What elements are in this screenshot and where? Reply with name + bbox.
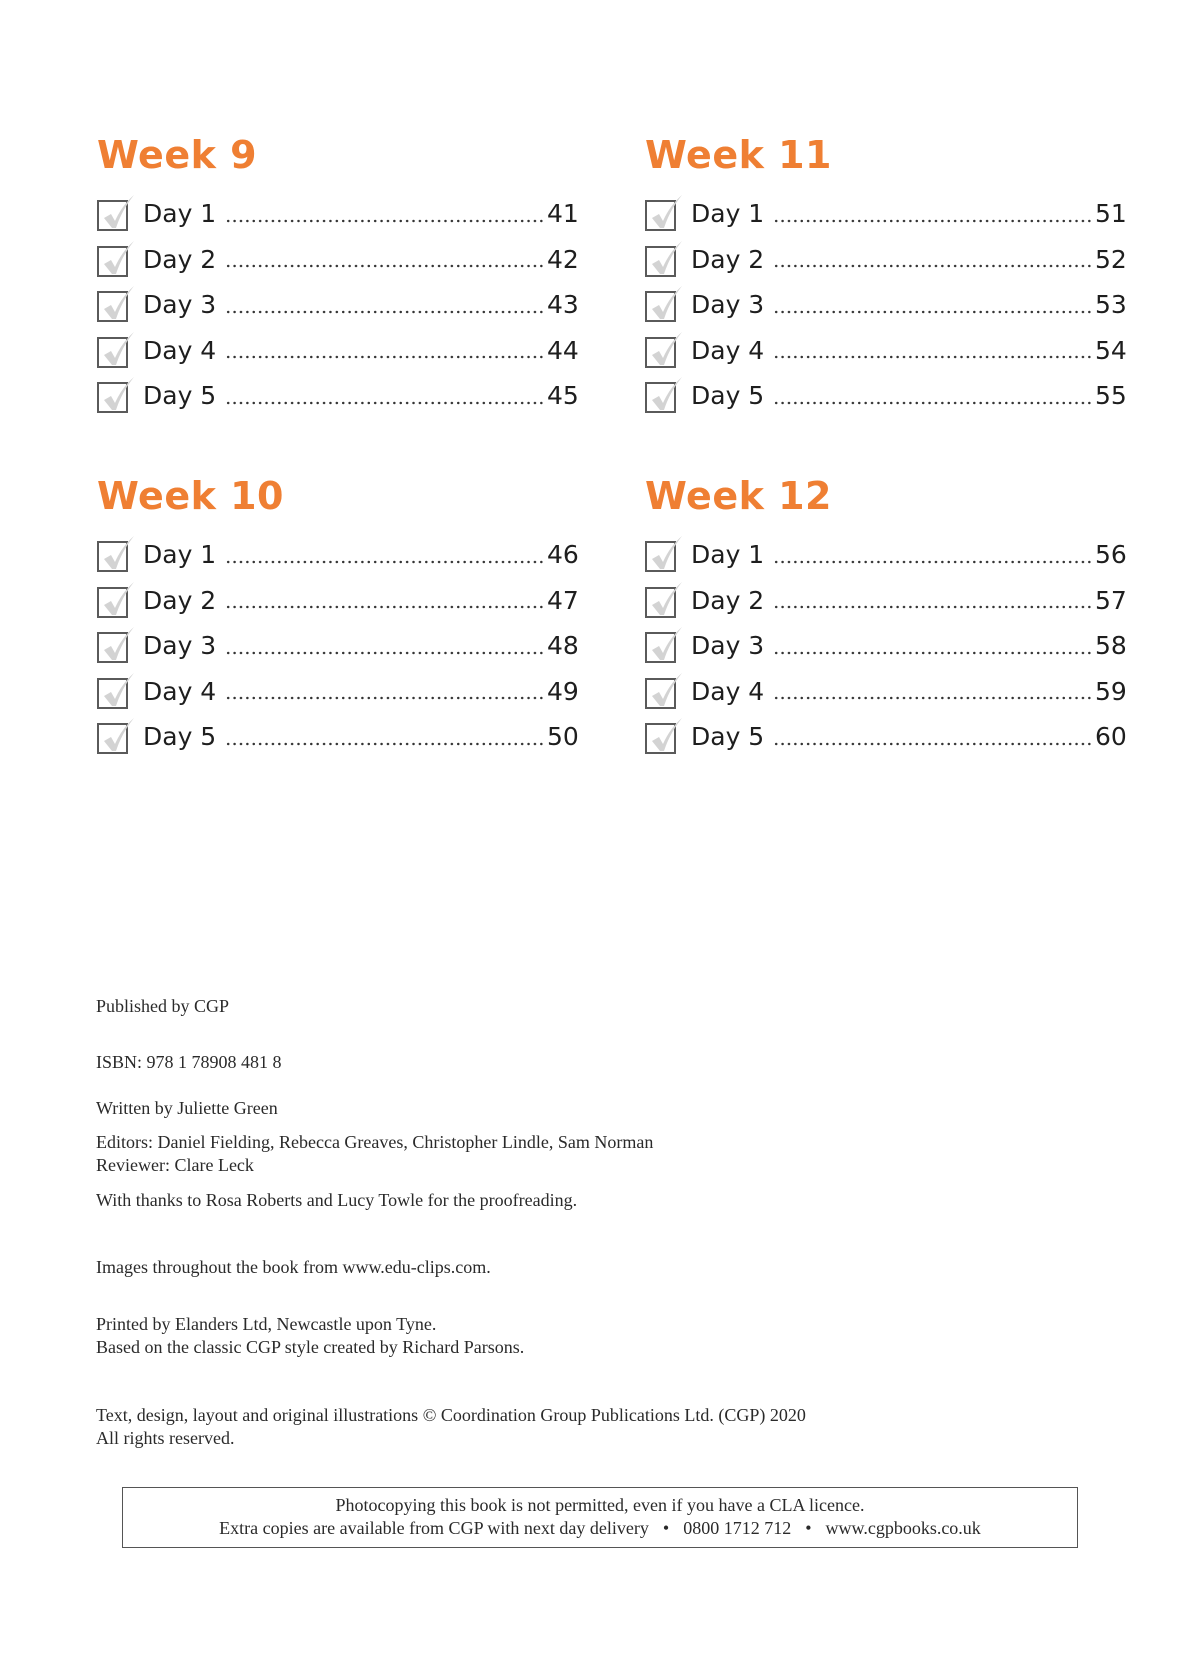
- checkmark-icon: [101, 376, 135, 412]
- checkbox[interactable]: [97, 541, 128, 572]
- checkmark-icon: [649, 626, 683, 662]
- page-number: 41: [547, 199, 579, 229]
- dot-leader: [225, 742, 544, 746]
- dot-leader: [773, 605, 1092, 609]
- week-title: Week 12: [645, 474, 832, 518]
- page-number: 50: [547, 722, 579, 752]
- notice-line-1: Photocopying this book is not permitted, even if you have a CLA licence.: [335, 1495, 865, 1515]
- day-row: [645, 714, 1125, 760]
- image-credits: Images throughout the book from www.edu-clips.com.: [96, 1257, 491, 1277]
- checkbox[interactable]: [97, 246, 128, 277]
- checkbox[interactable]: [97, 723, 128, 754]
- day-label: Day 5: [143, 381, 217, 411]
- editors: Editors: Daniel Fielding, Rebecca Greaves, Christopher Lindle, Sam Norman: [96, 1132, 654, 1152]
- checkmark-icon: [649, 535, 683, 571]
- checkbox[interactable]: [645, 246, 676, 277]
- dot-leader: [773, 401, 1092, 405]
- day-row: [645, 282, 1125, 328]
- day-list: [645, 532, 1125, 760]
- day-row: [97, 328, 577, 374]
- day-list: [97, 532, 577, 760]
- checkbox[interactable]: [645, 723, 676, 754]
- page-number: 54: [1095, 335, 1127, 365]
- day-label: Day 3: [143, 631, 217, 661]
- dot-leader: [773, 264, 1092, 268]
- dot-leader: [225, 605, 544, 609]
- day-label: Day 5: [691, 381, 765, 411]
- reviewer: Reviewer: Clare Leck: [96, 1155, 254, 1175]
- day-row: [645, 373, 1125, 419]
- dot-leader: [773, 219, 1092, 223]
- week-11-section: [645, 133, 1125, 419]
- page-number: 46: [547, 540, 579, 570]
- day-row: [645, 578, 1125, 624]
- day-row: [97, 714, 577, 760]
- checkmark-icon: [649, 717, 683, 753]
- checkmark-icon: [649, 285, 683, 321]
- day-label: Day 1: [691, 540, 765, 570]
- checkbox[interactable]: [97, 337, 128, 368]
- day-list: [645, 191, 1125, 419]
- page-number: 51: [1095, 199, 1127, 229]
- dot-leader: [773, 560, 1092, 564]
- checkmark-icon: [649, 672, 683, 708]
- checkmark-icon: [649, 331, 683, 367]
- day-row: [97, 282, 577, 328]
- checkmark-icon: [101, 331, 135, 367]
- isbn: ISBN: 978 1 78908 481 8: [96, 1052, 282, 1072]
- dot-leader: [225, 355, 544, 359]
- day-label: Day 3: [691, 631, 765, 661]
- day-label: Day 1: [143, 199, 217, 229]
- day-label: Day 1: [691, 199, 765, 229]
- week-title: Week 10: [97, 474, 284, 518]
- checkmark-icon: [101, 626, 135, 662]
- checkmark-icon: [649, 376, 683, 412]
- checkbox[interactable]: [645, 291, 676, 322]
- page-number: 58: [1095, 631, 1127, 661]
- day-row: [97, 237, 577, 283]
- day-label: Day 2: [143, 585, 217, 615]
- page-number: 45: [547, 381, 579, 411]
- day-label: Day 5: [143, 722, 217, 752]
- published-by: Published by CGP: [96, 996, 230, 1016]
- dot-leader: [773, 651, 1092, 655]
- checkbox[interactable]: [97, 200, 128, 231]
- day-list: [97, 191, 577, 419]
- dot-leader: [225, 219, 544, 223]
- day-row: [645, 328, 1125, 374]
- week-title: Week 9: [97, 133, 258, 177]
- day-row: [97, 532, 577, 578]
- printer: Printed by Elanders Ltd, Newcastle upon Tyne.: [96, 1314, 437, 1334]
- day-label: Day 5: [691, 722, 765, 752]
- day-label: Day 4: [143, 335, 217, 365]
- photocopy-notice-box: [122, 1487, 1078, 1548]
- dot-leader: [773, 696, 1092, 700]
- day-label: Day 2: [691, 585, 765, 615]
- checkbox[interactable]: [645, 337, 676, 368]
- day-label: Day 4: [691, 676, 765, 706]
- week-12-section: [645, 474, 1125, 760]
- dot-leader: [225, 310, 544, 314]
- checkmark-icon: [101, 194, 135, 230]
- checkbox[interactable]: [645, 632, 676, 663]
- page-number: 48: [547, 631, 579, 661]
- day-label: Day 2: [691, 244, 765, 274]
- checkmark-icon: [649, 240, 683, 276]
- day-row: [97, 373, 577, 419]
- notice-website[interactable]: www.cgpbooks.co.uk: [825, 1518, 981, 1538]
- checkmark-icon: [649, 581, 683, 617]
- dot-leader: [225, 560, 544, 564]
- author: Written by Juliette Green: [96, 1098, 278, 1118]
- checkbox[interactable]: [97, 632, 128, 663]
- page-number: 47: [547, 585, 579, 615]
- day-row: [645, 237, 1125, 283]
- page-number: 57: [1095, 585, 1127, 615]
- day-label: Day 2: [143, 244, 217, 274]
- day-label: Day 4: [143, 676, 217, 706]
- dot-leader: [225, 264, 544, 268]
- checkmark-icon: [649, 194, 683, 230]
- page-number: 53: [1095, 290, 1127, 320]
- day-row: [645, 532, 1125, 578]
- page-number: 59: [1095, 676, 1127, 706]
- checkbox[interactable]: [97, 291, 128, 322]
- checkbox[interactable]: [97, 382, 128, 413]
- day-row: [645, 669, 1125, 715]
- page-number: 42: [547, 244, 579, 274]
- dot-leader: [225, 651, 544, 655]
- day-row: [97, 669, 577, 715]
- day-label: Day 4: [691, 335, 765, 365]
- page-number: 43: [547, 290, 579, 320]
- checkmark-icon: [101, 672, 135, 708]
- checkbox[interactable]: [645, 587, 676, 618]
- checkbox[interactable]: [645, 541, 676, 572]
- bullet-separator: •: [662, 1518, 670, 1538]
- copyright: Text, design, layout and original illustrations © Coordination Group Publications Ltd. (CGP) 2020: [96, 1405, 806, 1425]
- checkmark-icon: [101, 285, 135, 321]
- checkbox[interactable]: [97, 587, 128, 618]
- day-row: [97, 623, 577, 669]
- page-number: 44: [547, 335, 579, 365]
- page-number: 52: [1095, 244, 1127, 274]
- checkbox[interactable]: [97, 678, 128, 709]
- day-row: [97, 191, 577, 237]
- notice-phone: 0800 1712 712: [683, 1518, 792, 1538]
- dot-leader: [225, 696, 544, 700]
- checkmark-icon: [101, 717, 135, 753]
- checkbox[interactable]: [645, 678, 676, 709]
- day-label: Day 1: [143, 540, 217, 570]
- page-number: 49: [547, 676, 579, 706]
- week-title: Week 11: [645, 133, 832, 177]
- checkmark-icon: [101, 240, 135, 276]
- notice-delivery: Extra copies are available from CGP with next day delivery: [219, 1518, 649, 1538]
- style-credit: Based on the classic CGP style created by Richard Parsons.: [96, 1337, 525, 1357]
- page-number: 56: [1095, 540, 1127, 570]
- page-number: 55: [1095, 381, 1127, 411]
- dot-leader: [225, 401, 544, 405]
- checkbox[interactable]: [645, 382, 676, 413]
- week-10-section: [97, 474, 577, 760]
- week-9-section: [97, 133, 577, 419]
- day-row: [97, 578, 577, 624]
- page-number: 60: [1095, 722, 1127, 752]
- bullet-separator: •: [805, 1518, 812, 1538]
- rights-reserved: All rights reserved.: [96, 1428, 235, 1448]
- day-label: Day 3: [691, 290, 765, 320]
- day-label: Day 3: [143, 290, 217, 320]
- checkmark-icon: [101, 581, 135, 617]
- acknowledgements: With thanks to Rosa Roberts and Lucy Towle for the proofreading.: [96, 1190, 578, 1210]
- notice-line-2: [123, 1517, 1077, 1540]
- checkbox[interactable]: [645, 200, 676, 231]
- checkmark-icon: [101, 535, 135, 571]
- dot-leader: [773, 310, 1092, 314]
- dot-leader: [773, 355, 1092, 359]
- day-row: [645, 191, 1125, 237]
- dot-leader: [773, 742, 1092, 746]
- day-row: [645, 623, 1125, 669]
